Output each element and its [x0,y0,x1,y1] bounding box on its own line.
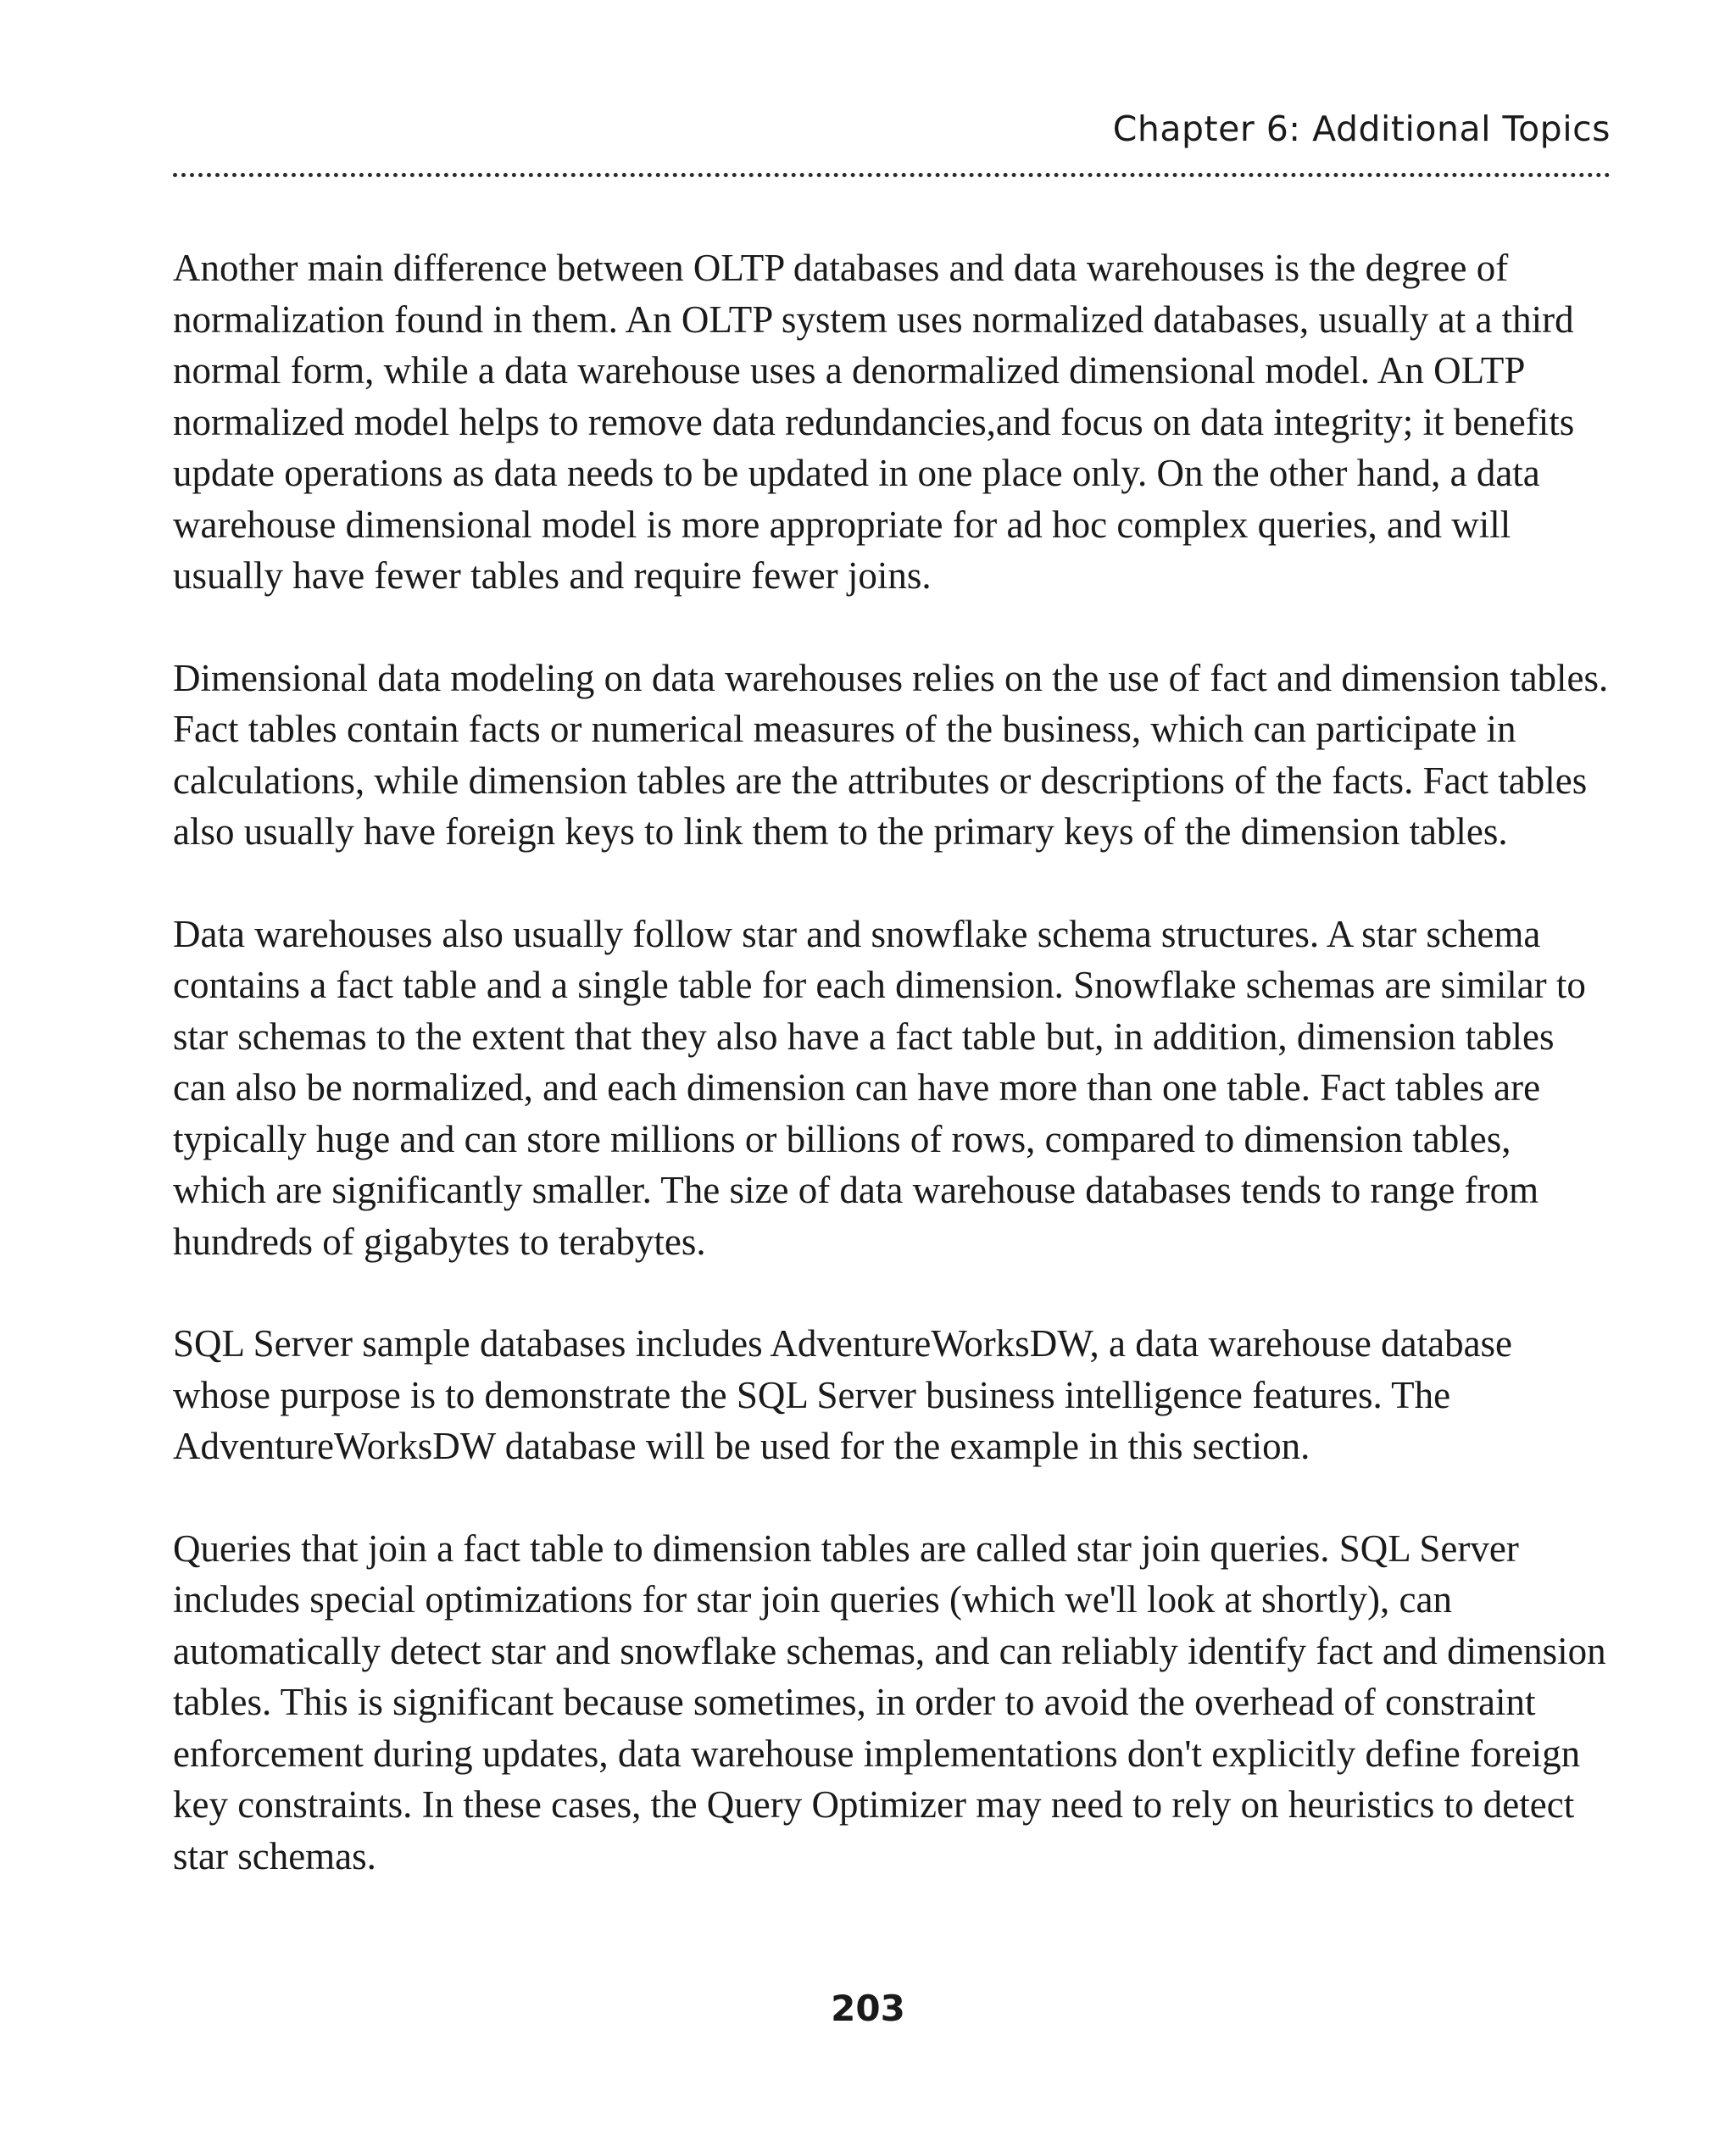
paragraph-adventureworksdw: SQL Server sample databases includes AdventureWorksDW, a data warehouse database whose purpose is to demonstrate the SQL Server business intelligence features. The AdventureWorksDW database will be used for the example in this section. [173,1322,1513,1467]
paragraph-star-join-queries: Queries that join a fact table to dimension tables are called star join queries. SQL Server includes special optimizations for star join queries (which we'll look at shortly), can automatically detect star and snowflake schemas, and can reliably identify fact and dimension tables. This is significant because sometimes, in order to avoid the overhead of constraint enforcement during updates, data warehouse implementations don't explicitly define foreign key constraints. In these cases, the Query Optimizer may need to rely on heuristics to detect star schemas. [173,1527,1606,1877]
paragraph-star-snowflake: Data warehouses also usually follow star and snowflake schema structures. A star schema contains a fact table and a single table for each dimension. Snowflake schemas are similar to star schemas to the extent that they also have a fact table but, in addition, dimension tables can also be normalized, and each dimension can have more than one table. Fact tables are typically huge and can store millions or billions of rows, compared to dimension tables, which are significantly smaller. The size of data warehouse databases tends to range from hundreds of gigabytes to terabytes. [173,912,1586,1263]
header-dotted-rule [173,173,1611,177]
chapter-header: Chapter 6: Additional Topics [1112,108,1611,149]
paragraph-oltp-vs-warehouse: Another main difference between OLTP databases and data warehouses is the degree of normalization found in them. An OLTP system uses normalized databases, usually at a third normal form, while a data warehouse uses a denormalized dimensional model. An OLTP normalized model helps to remove data redundancies,and focus on data integrity; it benefits update operations as data needs to be updated in one place only. On the other hand, a data warehouse dimensional model is more appropriate for ad hoc complex queries, and will usually have fewer tables and require fewer joins. [173,247,1575,597]
body-text [173,242,1611,1932]
page-number: 203 [831,1988,905,2029]
paragraph-dimensional-modeling: Dimensional data modeling on data warehouses relies on the use of fact and dimension tables. Fact tables contain facts or numerical measures of the business, which can participate in calculations, while dimension tables are the attributes or descriptions of the facts. Fact tables also usually have foreign keys to link them to the primary keys of the dimension tables. [173,656,1609,853]
